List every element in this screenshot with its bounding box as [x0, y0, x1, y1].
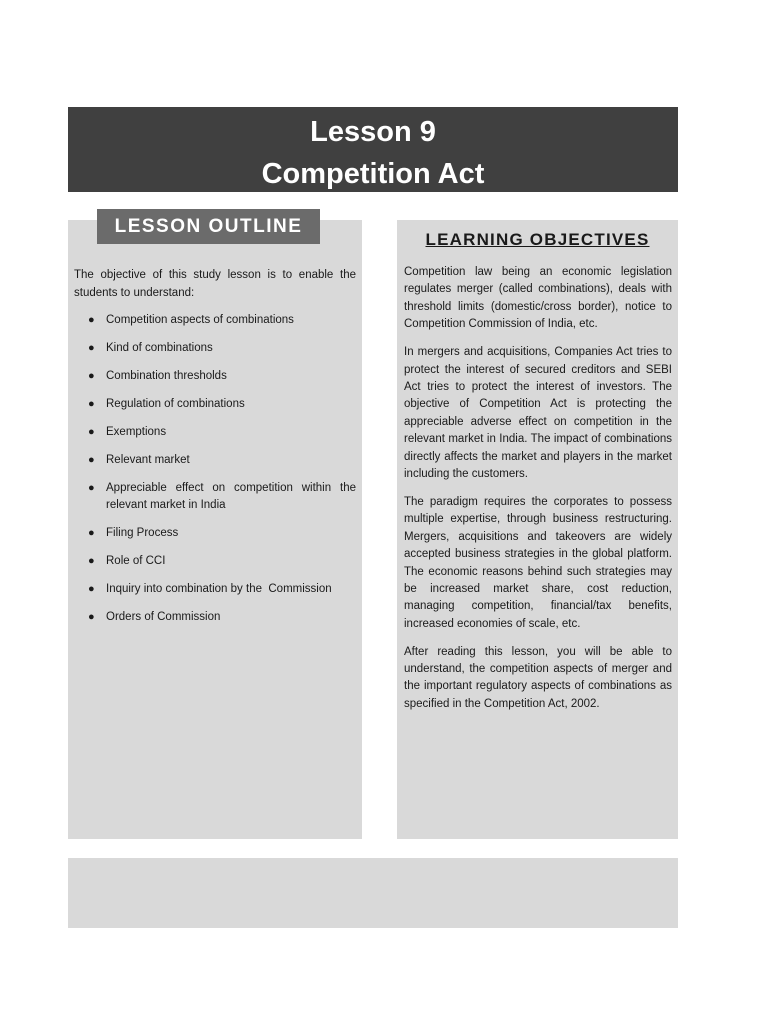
bullet-icon: ● [88, 555, 95, 567]
list-item [74, 609, 356, 626]
lesson-number: Lesson 9 [310, 116, 436, 148]
list-item-label: Relevant market [106, 454, 190, 466]
bullet-icon: ● [88, 527, 95, 539]
objective-paragraph: After reading this lesson, you will be able to understand, the competition aspects of merger and the important regulatory aspects of combinations as specified in the Competition Act, 2002. [404, 645, 672, 710]
objective-paragraph: The paradigm requires the corporates to possess multiple expertise, through business restructuring. Mergers, acquisitions and takeovers are widely accepted business strategies in the global platform. The economic reasons behind such strategies may be increased market share, cost reduction, managing competition, financial/tax benefits, increased economies of scale, etc. [404, 495, 672, 630]
bottom-panel [68, 858, 678, 928]
list-item [74, 424, 356, 441]
lesson-title: Competition Act [261, 158, 485, 190]
bullet-icon: ● [88, 454, 95, 466]
list-item [74, 480, 356, 514]
list-item-label: Exemptions [106, 426, 167, 438]
list-item [74, 396, 356, 413]
list-item-label: Kind of combinations [106, 342, 213, 354]
lesson-outline-intro: The objective of this study lesson is to enable the students to understand: [74, 269, 356, 299]
bullet-icon: ● [88, 342, 95, 354]
lesson-outline-heading: LESSON OUTLINE [97, 209, 320, 244]
list-item-label: Filing Process [106, 527, 179, 539]
list-item-label: Orders of Commission [106, 611, 221, 623]
objective-paragraph: In mergers and acquisitions, Companies Act tries to protect the interest of secured creditors and SEBI Act tries to protect the interest of investors. The objective of Competition Act is protecting the appreciable adverse effect on competition in the relevant market in India. The impact of combinations directly affects the market and players in the market including the customers. [404, 346, 672, 480]
bullet-icon: ● [88, 482, 95, 494]
lesson-outline-list [74, 312, 356, 637]
list-item [74, 553, 356, 570]
list-item [74, 452, 356, 469]
list-item [74, 312, 356, 329]
list-item-label: Regulation of combinations [106, 398, 245, 410]
title-banner [68, 107, 678, 192]
list-item [74, 368, 356, 385]
bullet-icon: ● [88, 370, 95, 382]
list-item-label: Combination thresholds [106, 370, 227, 382]
bullet-icon: ● [88, 314, 95, 326]
bullet-icon: ● [88, 398, 95, 410]
bullet-icon: ● [88, 426, 95, 438]
bullet-icon: ● [88, 583, 95, 595]
list-item [74, 525, 356, 542]
list-item-label: Appreciable effect on competition within the relevant market in India [106, 482, 356, 511]
list-item-label: Inquiry into combination by the Commission [106, 583, 332, 595]
objective-paragraph: Competition law being an economic legislation regulates merger (called combinations), deals with threshold limits (domestic/cross border), notice to Competition Commission of India, etc. [404, 266, 672, 331]
list-item-label: Role of CCI [106, 555, 166, 567]
list-item [74, 581, 356, 598]
list-item-label: Competition aspects of combinations [106, 314, 294, 326]
list-item [74, 340, 356, 357]
learning-objectives-heading: LEARNING OBJECTIVES [425, 230, 650, 249]
bullet-icon: ● [88, 611, 95, 623]
learning-objectives-body [404, 264, 672, 724]
